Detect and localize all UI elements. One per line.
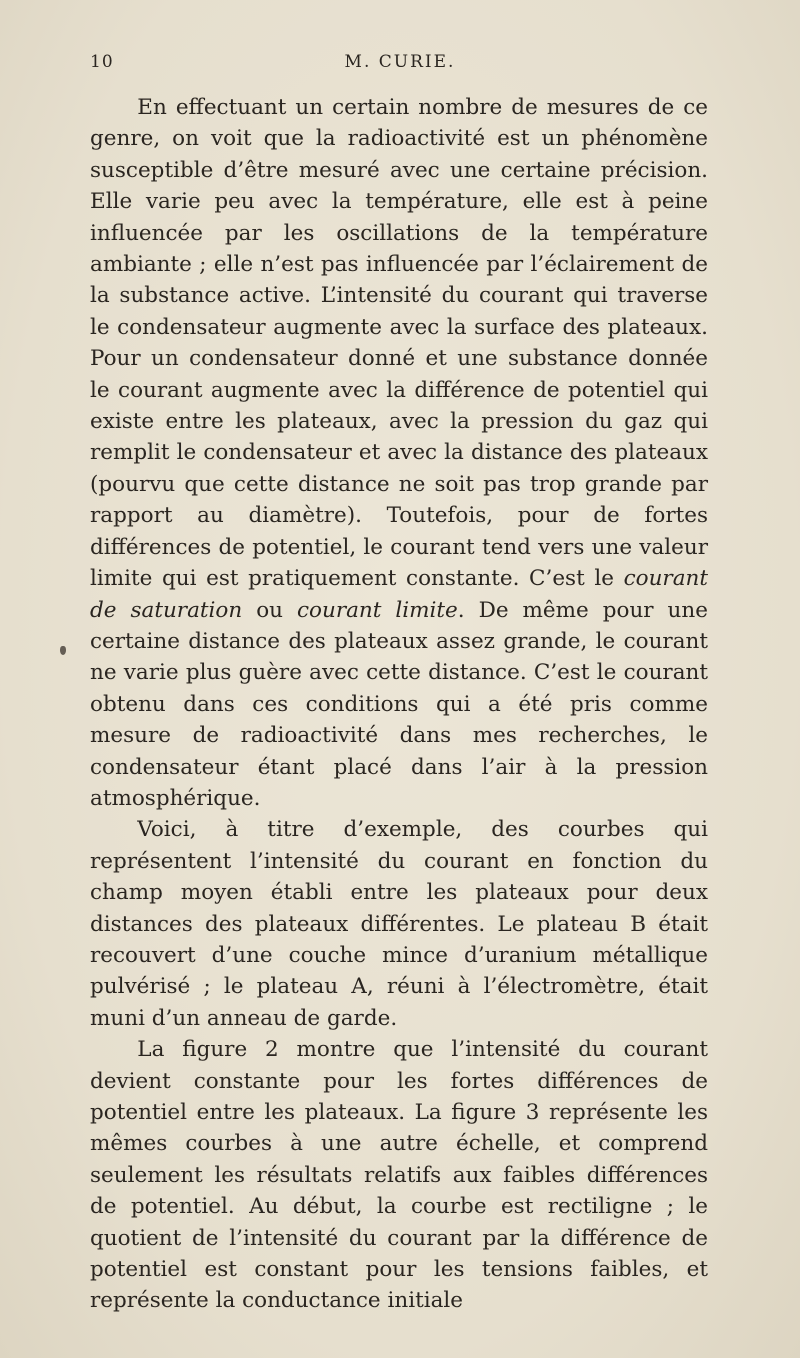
- text-segment: La figure 2 montre que l’intensité du courant devient constante pour les fortes différences de potentiel entre les plateaux. La figure 3 représente les mêmes courbes à une autre échelle, et comprend seulement les résultats relatifs aux faibles différences de potentiel. Au début, la courbe est rectiligne ; le quotient de l’intensité du courant par la différence de potentiel est constant pour les tensions faibles, et représente la conductance initiale: [90, 1037, 708, 1314]
- page-number: 10: [90, 52, 114, 72]
- italic-term-courant-limite: courant limite: [296, 597, 458, 623]
- text-segment: ou: [242, 597, 297, 623]
- body-text: [90, 92, 708, 1317]
- page-header: [90, 52, 710, 76]
- paragraph-3: [90, 1034, 708, 1317]
- text-segment: . De même pour une certaine distance des plateaux assez grande, le courant ne varie plus guère avec cette distance. C’est le courant obtenu dans ces conditions qui a été pris comme mesure de radioactivité dans mes recherches, le condensateur étant placé dans l’air à la pression atmosphérique.: [90, 597, 708, 811]
- italic-term-courant-de-saturation: courant de saturation: [90, 566, 708, 623]
- text-segment: Voici, à titre d’exemple, des courbes qui représentent l’intensité du courant en fonction du champ moyen établi entre les plateaux pour deux distances des plateaux différentes. Le plateau B était recouvert d’une couche mince d’uranium métallique pulvérisé ; le plateau A, réuni à l’électromètre, était muni d’un anneau de garde.: [90, 817, 708, 1031]
- running-head: M. CURIE.: [344, 52, 456, 72]
- text-segment: En effectuant un certain nombre de mesures de ce genre, on voit que la radioactivité est un phénomène susceptible d’être mesuré avec une certaine précision. Elle varie peu avec la température, elle est à peine influencée par les oscillations de la température ambiante ; elle n’est pas influencée par l’éclairement de la substance active. L’intensité du courant qui traverse le condensateur augmente avec la surface des plateaux. Pour un condensateur donné et une substance donnée le courant augmente avec la différence de potentiel qui existe entre les plateaux, avec la pression du gaz qui remplit le condensateur et avec la distance des plateaux (pourvu que cette distance ne soit pas trop grande par rapport au diamètre). Toutefois, pour de fortes différences de potentiel, le courant tend vers une valeur limite qui est pratiquement constante. C’est le: [90, 95, 708, 592]
- paragraph-2: [90, 814, 708, 1034]
- paragraph-1: [90, 92, 708, 814]
- ink-speck-mark: [60, 646, 66, 655]
